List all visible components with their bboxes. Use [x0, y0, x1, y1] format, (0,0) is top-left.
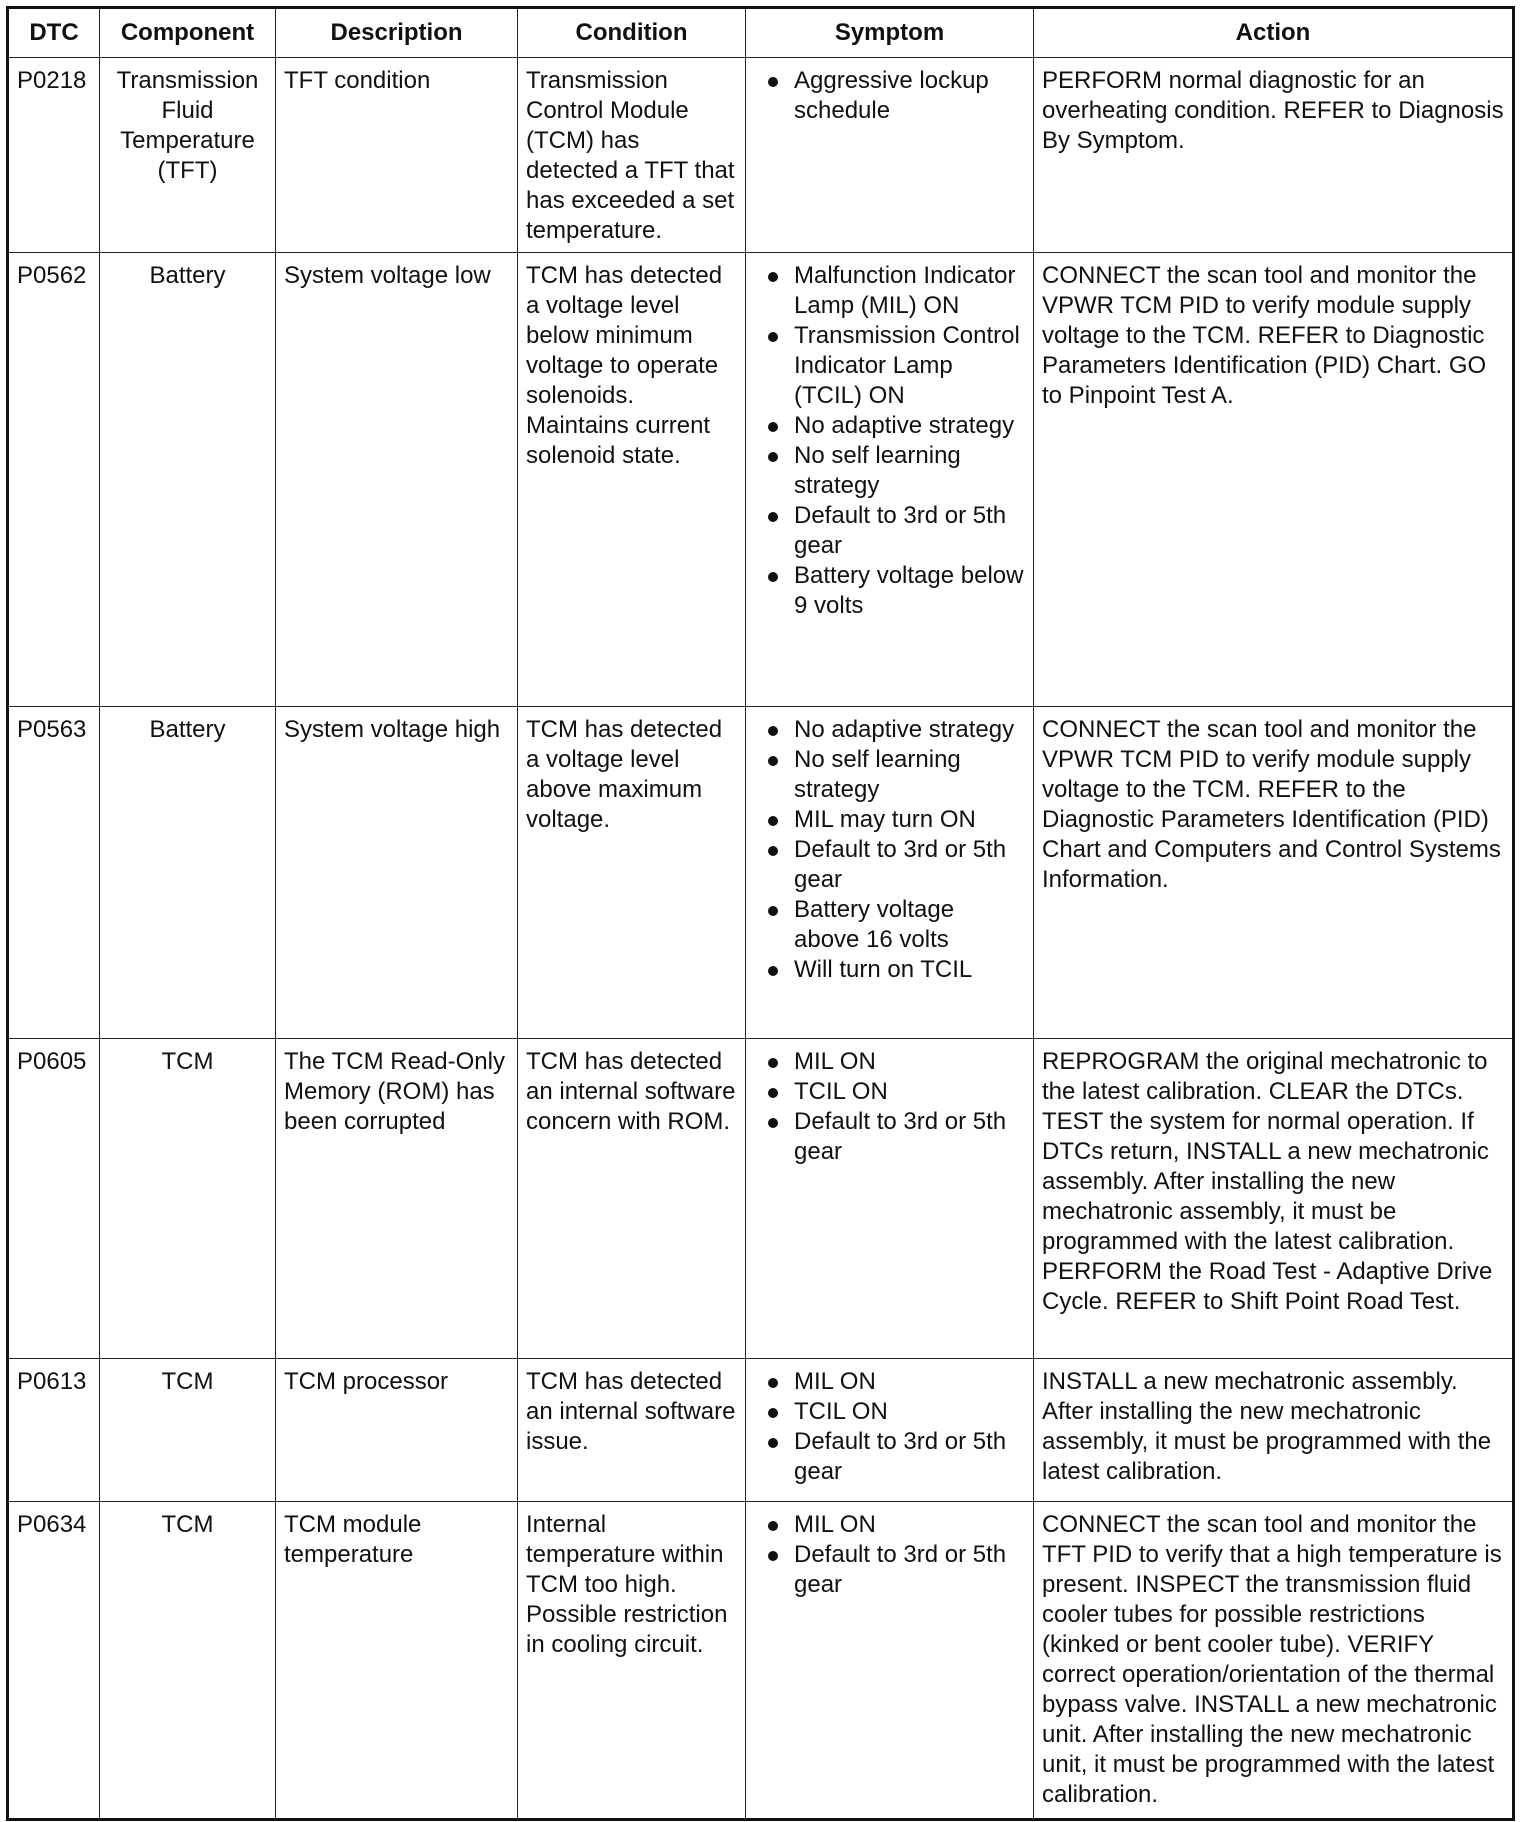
- condition-cell: Internal temperature within TCM too high. Possible restriction in cooling circuit.: [518, 1502, 746, 1820]
- description-cell: TCM processor: [276, 1359, 518, 1502]
- condition-cell: TCM has detected a voltage level below minimum voltage to operate solenoids. Maintains current solenoid state.: [518, 253, 746, 707]
- component-cell: TCM: [100, 1359, 276, 1502]
- symptom-cell: [746, 1359, 1034, 1502]
- header-component: Component: [100, 8, 276, 58]
- symptom-item: MIL ON: [754, 1047, 1025, 1077]
- header-symptom: Symptom: [746, 8, 1034, 58]
- symptom-item: MIL may turn ON: [754, 805, 1025, 835]
- component-cell: Battery: [100, 253, 276, 707]
- description-cell: TCM module temperature: [276, 1502, 518, 1820]
- table-row: [8, 1502, 1514, 1820]
- symptom-list: [754, 715, 1025, 985]
- symptom-cell: [746, 1502, 1034, 1820]
- symptom-item: Battery voltage below 9 volts: [754, 561, 1025, 621]
- condition-cell: TCM has detected an internal software issue.: [518, 1359, 746, 1502]
- dtc-code: P0563: [8, 707, 100, 1039]
- action-cell: CONNECT the scan tool and monitor the VPWR TCM PID to verify module supply voltage to the TCM. REFER to Diagnostic Parameters Identification (PID) Chart. GO to Pinpoint Test A.: [1034, 253, 1514, 707]
- table-row: [8, 58, 1514, 253]
- action-cell: CONNECT the scan tool and monitor the VPWR TCM PID to verify module supply voltage to the TCM. REFER to the Diagnostic Parameters Identification (PID) Chart and Computers and Control Systems Information.: [1034, 707, 1514, 1039]
- symptom-item: Malfunction Indicator Lamp (MIL) ON: [754, 261, 1025, 321]
- symptom-item: Battery voltage above 16 volts: [754, 895, 1025, 955]
- symptom-cell: [746, 58, 1034, 253]
- symptom-cell: [746, 1039, 1034, 1359]
- symptom-cell: [746, 253, 1034, 707]
- dtc-code: P0634: [8, 1502, 100, 1820]
- dtc-code: P0613: [8, 1359, 100, 1502]
- symptom-item: No self learning strategy: [754, 745, 1025, 805]
- dtc-code: P0605: [8, 1039, 100, 1359]
- component-cell: Battery: [100, 707, 276, 1039]
- condition-cell: TCM has detected an internal software concern with ROM.: [518, 1039, 746, 1359]
- header-condition: Condition: [518, 8, 746, 58]
- symptom-list: [754, 1367, 1025, 1487]
- component-cell: TCM: [100, 1502, 276, 1820]
- condition-cell: Transmission Control Module (TCM) has detected a TFT that has exceeded a set temperature.: [518, 58, 746, 253]
- action-cell: CONNECT the scan tool and monitor the TFT PID to verify that a high temperature is present. INSPECT the transmission fluid cooler tubes for possible restrictions (kinked or bent cooler tube). VERIFY correct operation/orientation of the thermal bypass valve. INSTALL a new mechatronic unit. After installing the new mechatronic unit, it must be programmed with the latest calibration.: [1034, 1502, 1514, 1820]
- symptom-item: TCIL ON: [754, 1397, 1025, 1427]
- symptom-item: MIL ON: [754, 1367, 1025, 1397]
- description-cell: System voltage high: [276, 707, 518, 1039]
- symptom-item: No self learning strategy: [754, 441, 1025, 501]
- symptom-item: No adaptive strategy: [754, 411, 1025, 441]
- description-cell: TFT condition: [276, 58, 518, 253]
- symptom-item: Default to 3rd or 5th gear: [754, 1427, 1025, 1487]
- condition-cell: TCM has detected a voltage level above maximum voltage.: [518, 707, 746, 1039]
- action-cell: PERFORM normal diagnostic for an overheating condition. REFER to Diagnosis By Symptom.: [1034, 58, 1514, 253]
- symptom-list: [754, 66, 1025, 126]
- table-row: [8, 707, 1514, 1039]
- action-cell: REPROGRAM the original mechatronic to the latest calibration. CLEAR the DTCs. TEST the system for normal operation. If DTCs return, INSTALL a new mechatronic assembly. After installing the new mechatronic assembly, it must be programmed with the latest calibration. PERFORM the Road Test - Adaptive Drive Cycle. REFER to Shift Point Road Test.: [1034, 1039, 1514, 1359]
- symptom-cell: [746, 707, 1034, 1039]
- description-cell: System voltage low: [276, 253, 518, 707]
- symptom-item: Will turn on TCIL: [754, 955, 1025, 985]
- header-row: [8, 8, 1514, 58]
- symptom-item: No adaptive strategy: [754, 715, 1025, 745]
- header-action: Action: [1034, 8, 1514, 58]
- symptom-item: MIL ON: [754, 1510, 1025, 1540]
- table-row: [8, 1039, 1514, 1359]
- symptom-list: [754, 261, 1025, 621]
- action-cell: INSTALL a new mechatronic assembly. After installing the new mechatronic assembly, it must be programmed with the latest calibration.: [1034, 1359, 1514, 1502]
- component-cell: TCM: [100, 1039, 276, 1359]
- symptom-item: TCIL ON: [754, 1077, 1025, 1107]
- dtc-code: P0218: [8, 58, 100, 253]
- table-row: [8, 253, 1514, 707]
- symptom-list: [754, 1047, 1025, 1167]
- symptom-item: Default to 3rd or 5th gear: [754, 835, 1025, 895]
- header-description: Description: [276, 8, 518, 58]
- component-cell: Transmission Fluid Temperature (TFT): [100, 58, 276, 253]
- dtc-table: [6, 6, 1515, 1821]
- symptom-item: Default to 3rd or 5th gear: [754, 1540, 1025, 1600]
- symptom-item: Default to 3rd or 5th gear: [754, 1107, 1025, 1167]
- header-dtc: DTC: [8, 8, 100, 58]
- table-row: [8, 1359, 1514, 1502]
- dtc-code: P0562: [8, 253, 100, 707]
- symptom-list: [754, 1510, 1025, 1600]
- description-cell: The TCM Read-Only Memory (ROM) has been corrupted: [276, 1039, 518, 1359]
- symptom-item: Aggressive lockup schedule: [754, 66, 1025, 126]
- symptom-item: Default to 3rd or 5th gear: [754, 501, 1025, 561]
- symptom-item: Transmission Control Indicator Lamp (TCIL) ON: [754, 321, 1025, 411]
